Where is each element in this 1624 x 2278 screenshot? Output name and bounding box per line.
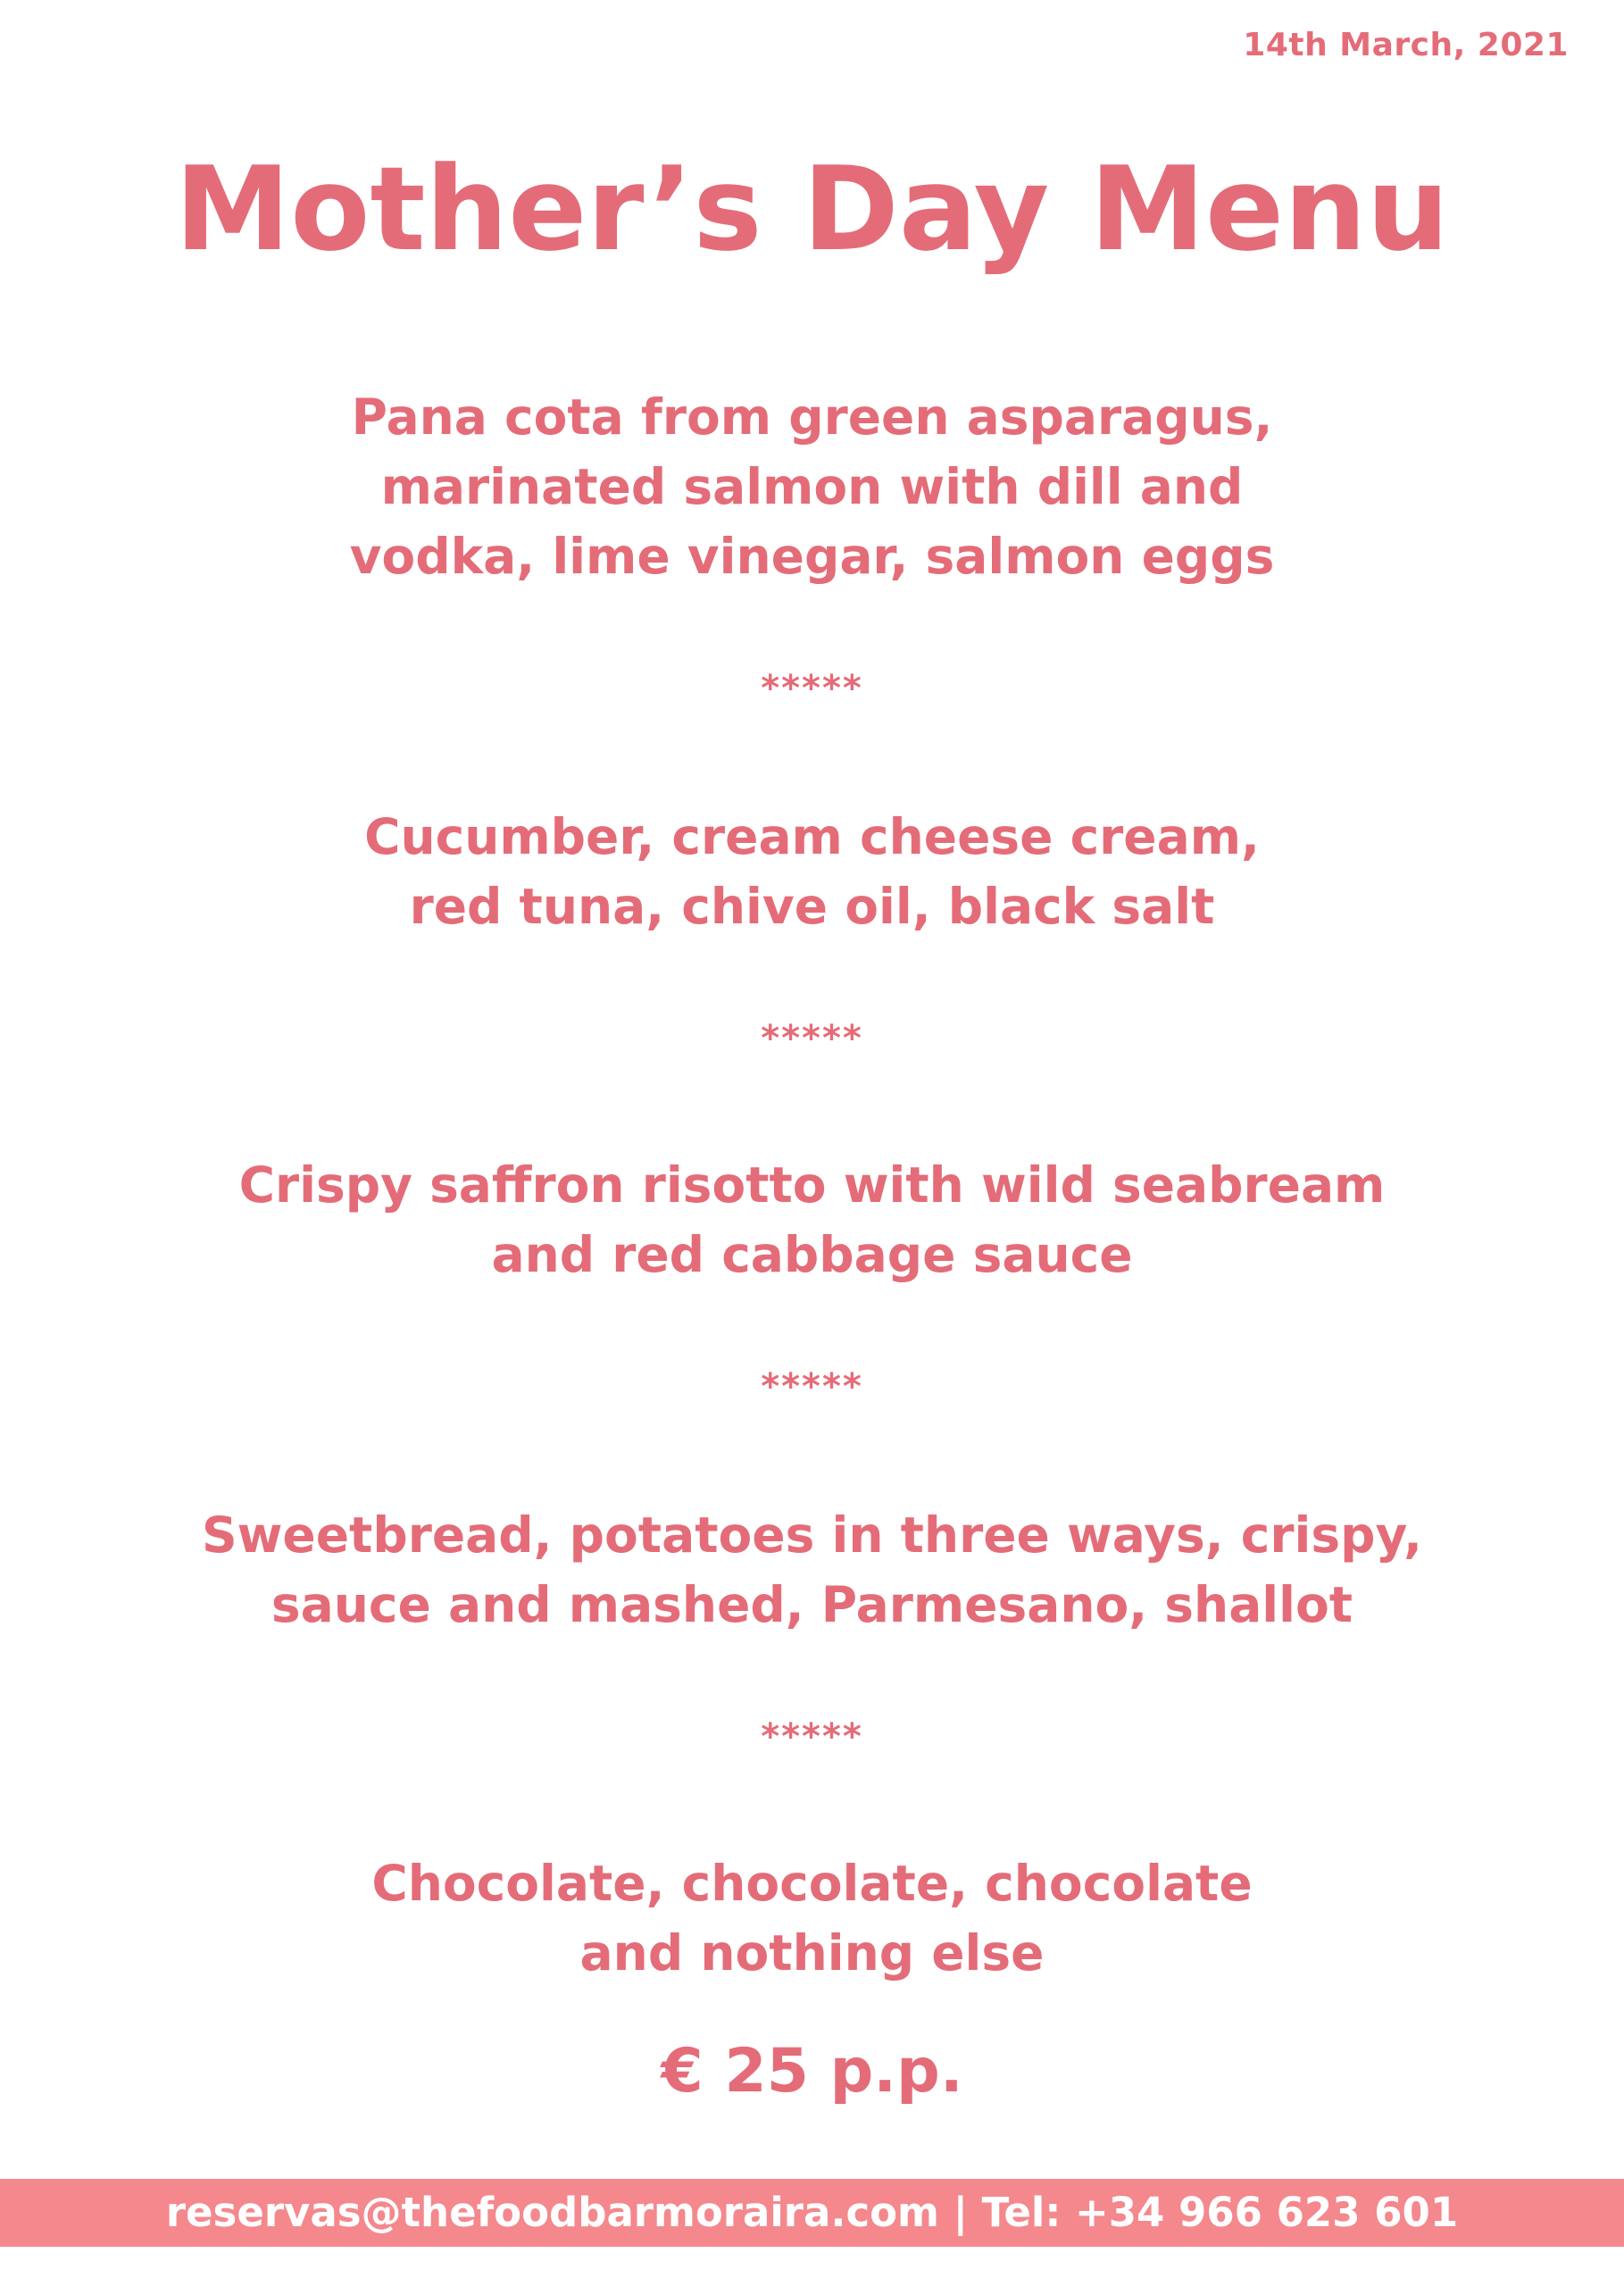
menu-date: 14th March, 2021 — [1243, 27, 1569, 63]
course-1-line-3: vodka, lime vinegar, salmon eggs — [349, 528, 1275, 585]
contact-footer — [0, 2179, 1624, 2247]
course-5-line-2: and nothing else — [579, 1924, 1045, 1982]
course-1-line-1: Pana cota from green asparagus, — [351, 388, 1273, 446]
course-4-line-1: Sweetbread, potatoes in three ways, crispy, — [202, 1506, 1422, 1564]
course-3-line-2: and red cabbage sauce — [491, 1226, 1133, 1283]
separator-3: ***** — [761, 1366, 863, 1407]
separator-1: ***** — [761, 668, 863, 709]
course-3 — [0, 1150, 1624, 1289]
course-1 — [0, 382, 1624, 591]
separator-2: ***** — [761, 1018, 863, 1059]
course-2-line-2: red tuna, chive oil, black salt — [409, 878, 1215, 935]
course-3-line-1: Crispy saffron risotto with wild seabream — [238, 1156, 1386, 1214]
separator-4: ***** — [761, 1716, 863, 1757]
course-2 — [0, 802, 1624, 941]
course-4-line-2: sauce and mashed, Parmesano, shallot — [271, 1576, 1353, 1633]
course-5-line-1: Chocolate, chocolate, chocolate — [371, 1855, 1253, 1912]
course-5 — [0, 1848, 1624, 1988]
contact-info: reservas@thefoodbarmoraira.com | Tel: +34 966 623 601 — [165, 2189, 1459, 2236]
menu-price: € 25 p.p. — [661, 2036, 963, 2107]
course-2-line-1: Cucumber, cream cheese cream, — [364, 808, 1260, 865]
menu-title: Mother’s Day Menu — [174, 141, 1450, 277]
course-4 — [0, 1500, 1624, 1640]
course-1-line-2: marinated salmon with dill and — [380, 458, 1244, 515]
